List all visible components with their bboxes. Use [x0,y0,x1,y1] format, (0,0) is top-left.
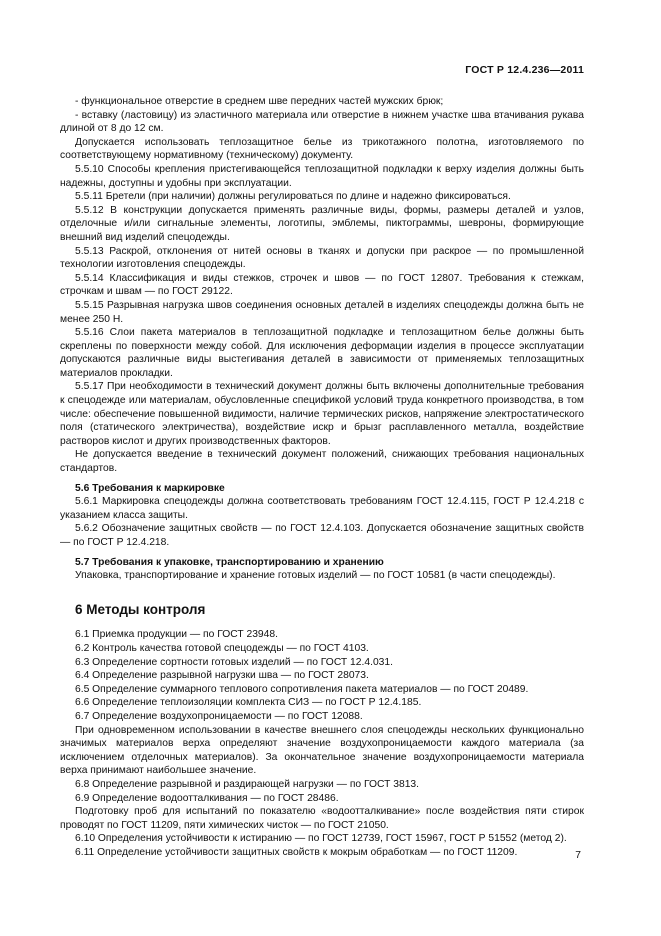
page-number: 7 [575,850,581,861]
paragraph: 6.9 Определение водоотталкивания — по ГОСТ 28486. [75,792,339,804]
paragraph: Подготовку проб для испытаний по показателю «водоотталкивание» после воздействия пяти стирок проводят по ГОСТ 11209, пяти химических чисток — по ГОСТ 21050. [60,806,584,831]
paragraph: 6.5 Определение суммарного теплового сопротивления пакета материалов — по ГОСТ 20489. [75,683,529,695]
paragraph: 6.4 Определение разрывной нагрузки шва — по ГОСТ 28073. [75,670,369,682]
paragraph: Упаковка, транспортирование и хранение готовых изделий — по ГОСТ 10581 (в части спецодежды). [75,570,556,582]
paragraph: 5.5.13 Раскрой, отклонения от нитей основы в тканях и допуски при раскрое — по промышленной технологии изготовления спецодежды. [60,245,584,271]
paragraph: 5.5.17 При необходимости в технический документ должны быть включены дополнительные требования к спецодежде или материалам, обусловленные спецификой условий труда конкретного производства, в том числе: обеспечение повышенной видимости, наличие термических рисков, напряжение электростатического поля (статического электричества), воздействие искр и брызг расплавленного металла, воздействие растворов кислот и других производственных факторов. [60,381,584,447]
paragraph: 5.5.14 Классификация и виды стежков, строчек и швов — по ГОСТ 12807. Требования к стежкам, строчкам и швам — по ГОСТ 29122. [60,272,584,298]
paragraph: 6.1 Приемка продукции — по ГОСТ 23948. [75,629,278,641]
subsection-heading: 5.6 Требования к маркировке [75,482,225,494]
paragraph: 5.6.1 Маркировка спецодежды должна соответствовать требованиям ГОСТ 12.4.115, ГОСТ Р 12.4.218 с указанием класса защиты. [60,496,584,521]
paragraph: 6.7 Определение воздухопроницаемости — по ГОСТ 12088. [75,710,363,722]
paragraph: 6.3 Определение сортности готовых изделий — по ГОСТ 12.4.031. [75,656,394,668]
paragraph: 6.6 Определение теплоизоляции комплекта СИЗ — по ГОСТ Р 12.4.185. [75,697,422,709]
paragraph: - вставку (ластовицу) из эластичного материала или отверстие в нижнем участке шва втачивания рукава длиной от 8 до 12 см. [60,109,584,135]
document-header: ГОСТ Р 12.4.236—2011 [465,64,584,76]
paragraph: 6.2 Контроль качества готовой спецодежды — по ГОСТ 4103. [75,642,369,654]
paragraph: 6.11 Определение устойчивости защитных свойств к мокрым обработкам — по ГОСТ 11209. [75,846,518,858]
document-body [60,95,584,859]
subsection-heading: 5.7 Требования к упаковке, транспортированию и хранению [75,556,384,568]
paragraph: 5.5.15 Разрывная нагрузка швов соединения основных деталей в изделиях спецодежды должна быть не менее 250 Н. [60,299,584,325]
paragraph: - функциональное отверстие в среднем шве передних частей мужских брюк; [75,96,444,107]
section-heading: 6 Методы контроля [75,601,206,617]
paragraph: 6.8 Определение разрывной и раздирающей нагрузки — по ГОСТ 3813. [75,778,420,790]
paragraph: При одновременном использовании в качестве внешнего слоя спецодежды нескольких функционально значимых материалов верха определяют значение воздухопроницаемости каждого материала (за исключением отделочных материалов). За окончательное значение воздухопроницаемости материала верха принимают наибольшее значение. [60,724,584,777]
paragraph: 6.10 Определения устойчивости к истиранию — по ГОСТ 12739, ГОСТ 15967, ГОСТ Р 51552 (метод 2). [75,833,567,845]
paragraph: Не допускается введение в технический документ положений, снижающих требования национальных стандартов. [60,449,584,475]
paragraph: 5.5.16 Слои пакета материалов в теплозащитной подкладке и теплозащитном белье должны быть скреплены по поверхности между собой. Для исключения деформации изделия в процессе эксплуатации допускаются различные виды выстегивания деталей в зависимости от применяемых теплозащитных материалов прокладки. [60,327,584,379]
paragraph: 5.5.10 Способы крепления пристегивающейся теплозащитной подкладки к верху изделия должны быть надежны, доступны и удобны при эксплуатации. [60,163,584,189]
paragraph: 5.6.2 Обозначение защитных свойств — по ГОСТ 12.4.103. Допускается обозначение защитных свойств — по ГОСТ Р 12.4.218. [60,523,584,548]
paragraph: 5.5.11 Бретели (при наличии) должны регулироваться по длине и надежно фиксироваться. [75,191,511,203]
paragraph: Допускается использовать теплозащитное белье из трикотажного полотна, изготовляемого по соответствующему нормативному (техническому) документу. [60,136,584,162]
paragraph: 5.5.12 В конструкции допускается применять различные виды, формы, размеры деталей и узлов, отделочные и/или сигнальные элементы, логотипы, эмблемы, пиктограммы, шевроны, формирующие внешний вид изделий спецодежды. [60,204,584,243]
